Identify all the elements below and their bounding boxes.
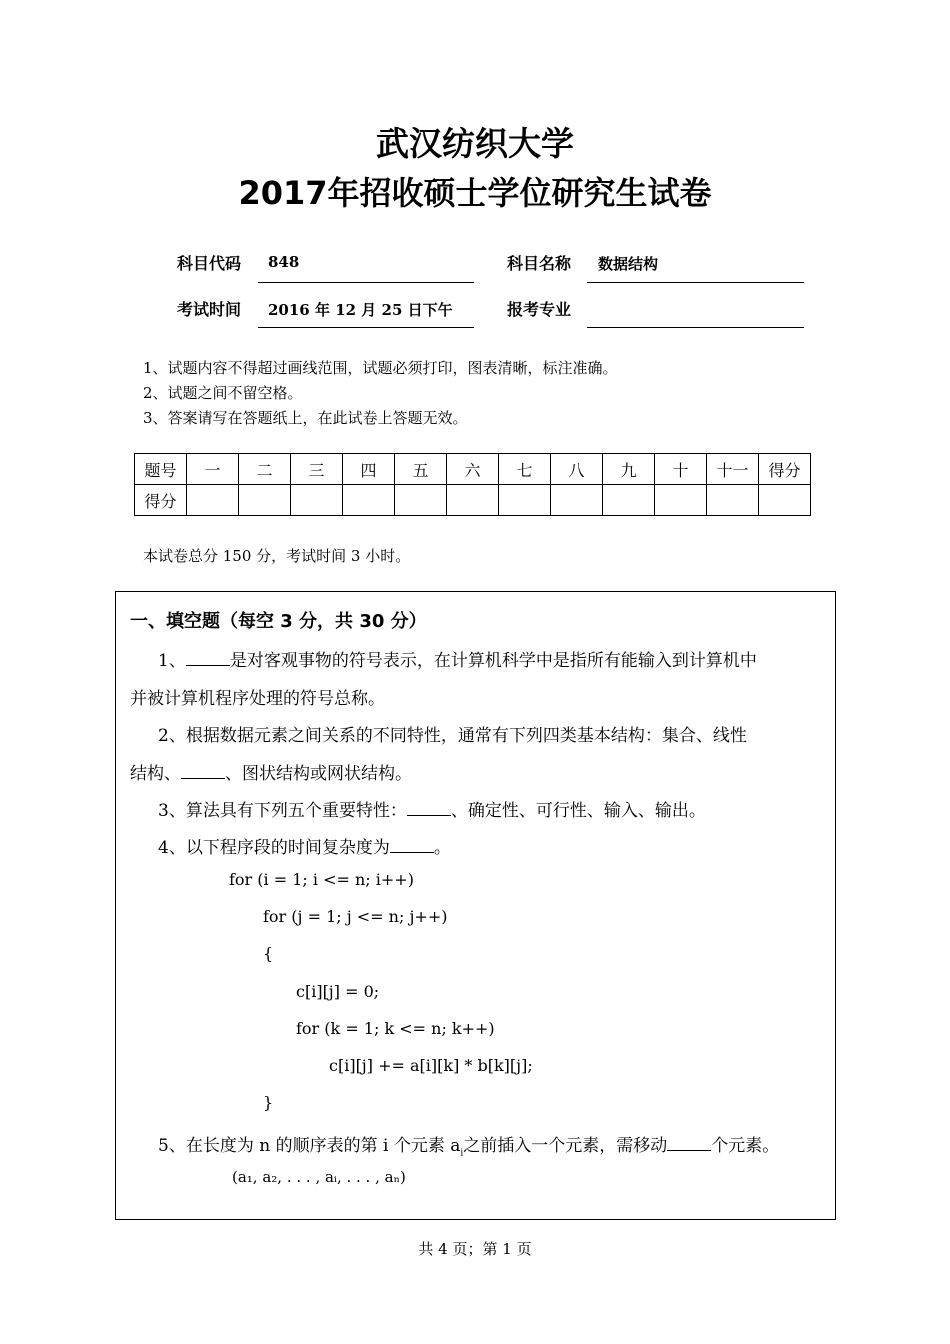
- answer-blank: [407, 801, 451, 816]
- score-cell: [187, 485, 239, 516]
- score-header-cell: 十一: [707, 454, 759, 485]
- section-title: 一、填空题（每空 3 分，共 30 分）: [130, 611, 427, 632]
- subject-name-label: 科目名称: [507, 254, 572, 273]
- score-cell: [707, 485, 759, 516]
- score-cell: [343, 485, 395, 516]
- note-1: 1、试题内容不得超过画线范围，试题必须打印，图表清晰，标注准确。: [143, 359, 618, 377]
- score-table: [134, 453, 811, 516]
- score-cell: [447, 485, 499, 516]
- subject-name-underline: [587, 282, 804, 283]
- subject-code-label: 科目代码: [177, 254, 242, 273]
- q3-prefix: 3、算法具有下列五个重要特性：: [158, 801, 407, 821]
- score-header-cell: 得分: [759, 454, 811, 485]
- score-cell: [291, 485, 343, 516]
- subject-name-value: 数据结构: [598, 255, 659, 273]
- score-cell: [603, 485, 655, 516]
- q4-rest: 。: [433, 838, 451, 858]
- question-2-line-1: 2、根据数据元素之间关系的不同特性，通常有下列四类基本结构：集合、线性: [158, 726, 747, 746]
- q4-prefix: 4、以下程序段的时间复杂度为: [158, 838, 390, 858]
- score-table-header-row: [135, 454, 811, 485]
- exam-time-value: 2016 年 12 月 25 日下午: [268, 301, 453, 319]
- q5-subscript: i: [460, 1148, 464, 1159]
- major-underline: [587, 327, 804, 328]
- score-header-cell: 六: [447, 454, 499, 485]
- score-header-cell: 十: [655, 454, 707, 485]
- score-cell: [655, 485, 707, 516]
- question-2-line-2: [130, 759, 412, 784]
- q3-rest: 、确定性、可行性、输入、输出。: [450, 801, 706, 821]
- score-row-label: 得分: [135, 485, 187, 516]
- page-footer: 共 4 页；第 1 页: [418, 1240, 532, 1258]
- exam-time-underline: [258, 327, 474, 328]
- answer-blank: [390, 838, 434, 853]
- exam-title: 2017年招收硕士学位研究生试卷: [238, 174, 712, 212]
- answer-blank: [667, 1136, 711, 1151]
- question-5: [158, 1131, 779, 1158]
- score-header-cell: 三: [291, 454, 343, 485]
- subject-code-value: 848: [268, 253, 300, 271]
- major-label: 报考专业: [507, 300, 572, 319]
- score-cell: [239, 485, 291, 516]
- score-cell: [759, 485, 811, 516]
- code-line: for (i = 1; i <= n; i++): [229, 870, 414, 889]
- answer-blank: [181, 764, 225, 779]
- score-header-cell: 题号: [135, 454, 187, 485]
- answer-blank: [186, 651, 230, 666]
- score-header-cell: 五: [395, 454, 447, 485]
- score-header-cell: 九: [603, 454, 655, 485]
- q5-rest: 个元素。: [711, 1136, 780, 1156]
- q2-rest: 、图状结构或网状结构。: [225, 764, 412, 784]
- code-line: for (k = 1; k <= n; k++): [296, 1019, 495, 1038]
- note-3: 3、答案请写在答题纸上，在此试卷上答题无效。: [143, 409, 468, 427]
- score-header-cell: 四: [343, 454, 395, 485]
- q5-mid: 之前插入一个元素，需移动: [463, 1136, 668, 1156]
- code-line: c[i][j] = 0;: [296, 982, 380, 1001]
- score-header-cell: 二: [239, 454, 291, 485]
- q5-prefix: 5、在长度为 n 的顺序表的第 i 个元素 a: [158, 1136, 461, 1156]
- question-1-line-1: [158, 646, 757, 671]
- score-table-score-row: [135, 485, 811, 516]
- code-line: }: [263, 1093, 274, 1112]
- question-1-line-2: 并被计算机程序处理的符号总称。: [130, 689, 385, 709]
- note-2: 2、试题之间不留空格。: [143, 384, 303, 402]
- subject-code-underline: [258, 282, 474, 283]
- exam-time-label: 考试时间: [177, 300, 242, 319]
- score-header-cell: 八: [551, 454, 603, 485]
- score-cell: [395, 485, 447, 516]
- code-line: c[i][j] += a[i][k] * b[k][j];: [329, 1056, 533, 1075]
- question-4: [158, 833, 451, 858]
- code-line: for (j = 1; j <= n; j++): [263, 907, 448, 926]
- q2-prefix: 结构、: [130, 764, 181, 784]
- q1-rest: 是对客观事物的符号表示，在计算机科学中是指所有能输入到计算机中: [229, 651, 757, 671]
- code-line: {: [263, 944, 274, 963]
- score-cell: [499, 485, 551, 516]
- score-cell: [551, 485, 603, 516]
- question-3: [158, 796, 706, 821]
- score-header-cell: 七: [499, 454, 551, 485]
- total-score-note: 本试卷总分 150 分，考试时间 3 小时。: [143, 547, 411, 565]
- q1-prefix: 1、: [158, 651, 186, 671]
- question-5-sequence: (a₁, a₂, . . . , aᵢ, . . . , aₙ): [232, 1168, 406, 1186]
- school-name: 武汉纺织大学: [376, 124, 574, 163]
- score-header-cell: 一: [187, 454, 239, 485]
